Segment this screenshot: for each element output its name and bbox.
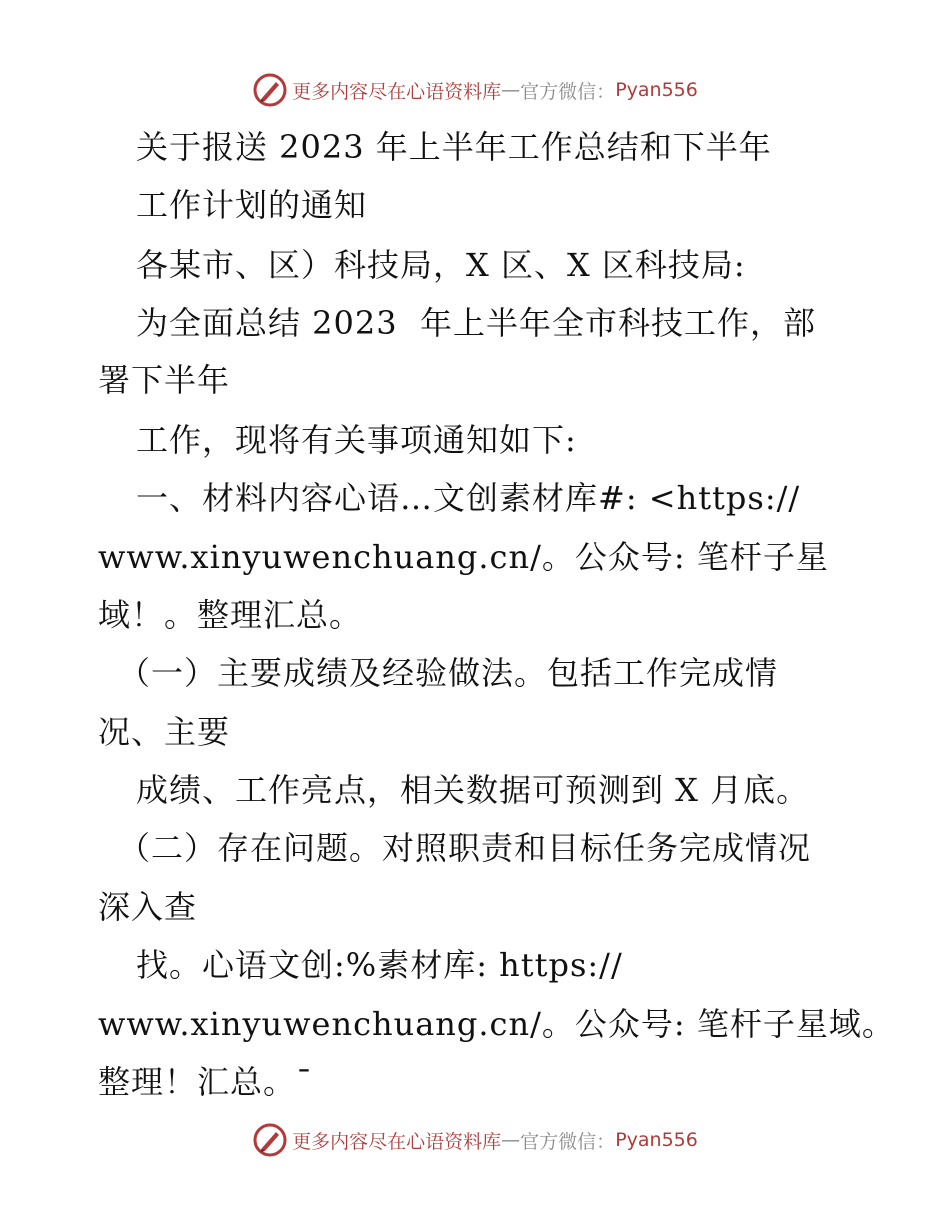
doc-paragraph-line: 域！。整理汇总。 xyxy=(98,596,363,634)
doc-paragraph-line: 署下半年 xyxy=(98,361,231,399)
doc-paragraph-line: 工作，现将有关事项通知如下: xyxy=(136,421,577,459)
doc-paragraph-line: 况、主要 xyxy=(98,713,231,751)
banner-main-text: 更多内容尽在心语资料库 xyxy=(292,80,502,103)
doc-paragraph-line: www.xinyuwenchuang.cn/。公众号: 笔杆子星域。 xyxy=(98,1005,895,1043)
doc-paragraph-line: （一）主要成绩及经验做法。包括工作完成情 xyxy=(118,654,779,692)
doc-paragraph-line: www.xinyuwenchuang.cn/。公众号: 笔杆子星 xyxy=(98,538,829,576)
doc-salutation: 各某市、区）科技局，X 区、X 区科技局: xyxy=(136,246,746,284)
footer-watermark-banner xyxy=(0,1120,950,1160)
doc-paragraph-line: 整理！汇总。¯ xyxy=(98,1063,314,1101)
banner-wechat-id: Pyan556 xyxy=(615,1129,698,1151)
banner-separator: — xyxy=(501,1129,521,1151)
doc-title-line-1: 关于报送 2023 年上半年工作总结和下半年 xyxy=(136,128,772,166)
doc-paragraph-line: （二）存在问题。对照职责和目标任务完成情况 xyxy=(118,829,812,867)
doc-paragraph-line: 一、材料内容心语…文创素材库#: <https:// xyxy=(136,479,801,517)
doc-paragraph-line: 深入查 xyxy=(98,888,198,926)
doc-paragraph-line: 找。心语文创:%素材库: https:// xyxy=(136,946,623,984)
banner-main-text: 更多内容尽在心语资料库 xyxy=(292,1130,502,1153)
banner-separator: — xyxy=(501,79,521,101)
banner-wechat-id: Pyan556 xyxy=(615,79,698,101)
pen-logo-icon xyxy=(252,1122,288,1158)
banner-wechat-label: 官方微信： xyxy=(520,80,616,103)
header-watermark-banner xyxy=(0,70,950,110)
doc-paragraph-line: 成绩、工作亮点，相关数据可预测到 X 月底。 xyxy=(136,771,810,809)
doc-title-line-2: 工作计划的通知 xyxy=(136,186,368,224)
doc-paragraph-line: 为全面总结 2023 年上半年全市科技工作，部 xyxy=(136,304,816,342)
pen-logo-icon xyxy=(252,72,288,108)
banner-wechat-label: 官方微信： xyxy=(520,1130,616,1153)
